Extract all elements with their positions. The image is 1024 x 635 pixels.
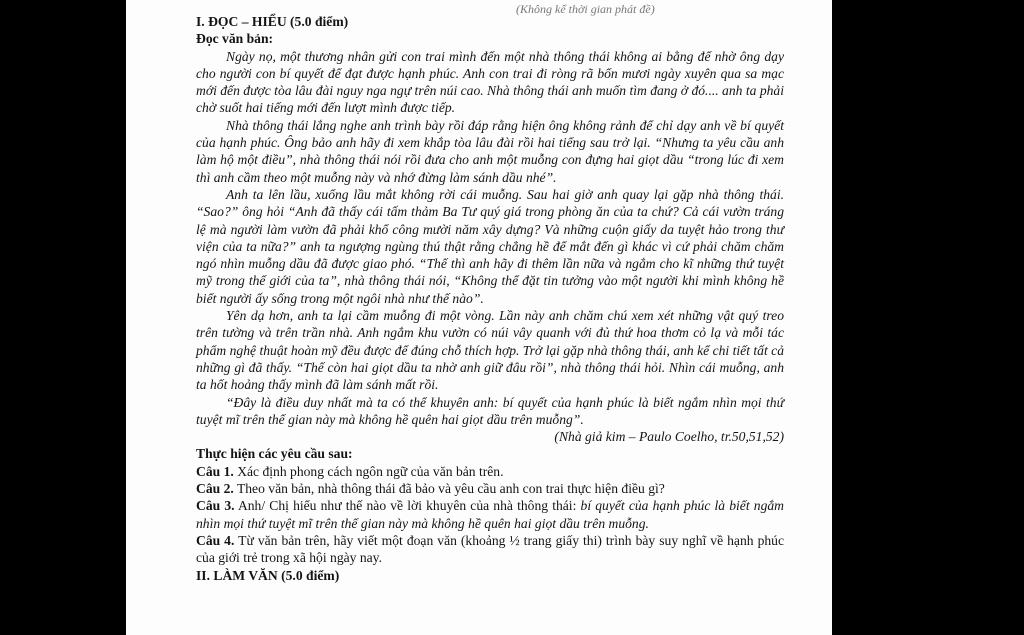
question-4 [196, 532, 784, 567]
paragraph-4: Yên dạ hơn, anh ta lại cầm muỗng đi một vòng. Lần này anh chăm chú xem xét những vật quý treo trên tường và trên trần nhà. Anh ngắm khu vườn có núi vây quanh với đủ thứ hoa thơm cỏ lạ và mỗi tác phẩm nghệ thuật hoàn mỹ đều được để đúng chỗ thích hợp. Trở lại gặp nhà thông thái, anh kể chi tiết tất cả những gì đã thấy. “Thế còn hai giọt dầu ta nhờ anh giữ đâu rồi”, nhà thông thái hỏi. Nhìn cái muỗng, anh ta hốt hoảng thấy mình đã làm sánh mất rồi. [196, 308, 784, 393]
question-text: Theo văn bản, nhà thông thái đã bảo và yêu cầu anh con trai thực hiện điều gì? [236, 481, 665, 497]
question-text: Anh/ Chị hiểu như thế nào về lời khuyên của nhà thông thái: [237, 498, 581, 514]
question-label: Câu 2. [196, 481, 234, 497]
question-2 [196, 480, 784, 497]
paragraph-2: Nhà thông thái lắng nghe anh trình bày rồi đáp rằng hiện ông không rảnh để chỉ dạy anh về bí quyết của hạnh phúc. Ông bảo anh hãy đi xem khắp tòa lâu đài rồi hai tiếng sau trở lại. “Nhưng ta yêu cầu anh làm hộ một điều”, nhà thông thái nói rồi đưa cho anh một muỗng con đựng hai giọt dầu “trong lúc đi xem thì anh cầm theo một muỗng này và nhớ đừng làm sánh dầu nhé”. [196, 117, 784, 185]
question-quote: bí quyết của hạnh phúc là biết ngắm nhìn mọi thứ tuyệt mĩ trên thế gian này mà không hề quên hai giọt dầu trên muỗng. [196, 498, 784, 531]
question-label: Câu 4. [196, 532, 235, 548]
question-label: Câu 1. [196, 463, 234, 479]
document-page [126, 0, 832, 635]
cutoff-header-text: (Không kể thời gian phát đề) [516, 2, 655, 16]
section-1-title: I. ĐỌC – HIỂU (5.0 điểm) [196, 14, 349, 29]
tasks-title: Thực hiện các yêu cầu sau: [196, 446, 353, 462]
section-2-title: II. LÀM VĂN (5.0 điểm) [196, 567, 340, 583]
read-label: Đọc văn bản: [196, 31, 274, 47]
paragraph-1: Ngày nọ, một thương nhân gửi con trai mình đến một nhà thông thái không ai bằng để nhờ ông dạy cho người con bí quyết để đạt được hạnh phúc. Anh con trai đi ròng rã bốn mươi ngày xuyên qua sa mạc mới đến được tòa lâu đài nguy nga ngự trên núi cao. Nhà thông thái anh muốn tìm đang ở đó.... anh ta phải chờ suốt hai tiếng mới đến lượt mình được tiếp. [196, 48, 784, 116]
exam-content [196, 2, 784, 584]
question-text: Xác định phong cách ngôn ngữ của văn bản trên. [237, 463, 504, 479]
source-citation: (Nhà giả kim – Paulo Coelho, tr.50,51,52) [554, 429, 784, 445]
question-1 [196, 463, 784, 480]
question-text: Từ văn bản trên, hãy viết một đoạn văn (khoảng ½ trang giấy thi) trình bày suy nghĩ về hạnh phúc của giới trẻ trong xã hội ngày nay. [196, 532, 784, 566]
question-label: Câu 3. [196, 498, 235, 514]
paragraph-5: “Đây là điều duy nhất mà ta có thể khuyên anh: bí quyết của hạnh phúc là biết ngắm nhìn mọi thứ tuyệt mĩ trên thế gian này mà không hề quên hai giọt dầu trên muỗng”. [196, 394, 784, 427]
question-3 [196, 497, 784, 532]
paragraph-3: Anh ta lên lầu, xuống lầu mắt không rời cái muỗng. Sau hai giờ anh quay lại gặp nhà thông thái. “Sao?” ông hỏi “Anh đã thấy cái tấm thảm Ba Tư quý giá trong phòng ăn của ta chứ? Cả cái vườn tráng lệ mà người làm vườn đã phải khổ công mười năm xây dựng? Và những cuộn giấy da tuyệt hảo trong thư viện của ta nữa?” anh ta ngượng ngùng thú thật rằng chẳng hề để mắt đến gì khác vì cứ phải chăm chăm ngó nhìn muỗng dầu đã được giao phó. “Thế thì anh hãy đi thêm lần nữa và ngắm cho kĩ những thứ tuyệt mỹ trong thế giới của ta”, nhà thông thái nói, “Không thể đặt tin tưởng vào một người khi mình không hề biết người ấy sống trong một ngôi nhà như thế nào”. [196, 186, 784, 306]
